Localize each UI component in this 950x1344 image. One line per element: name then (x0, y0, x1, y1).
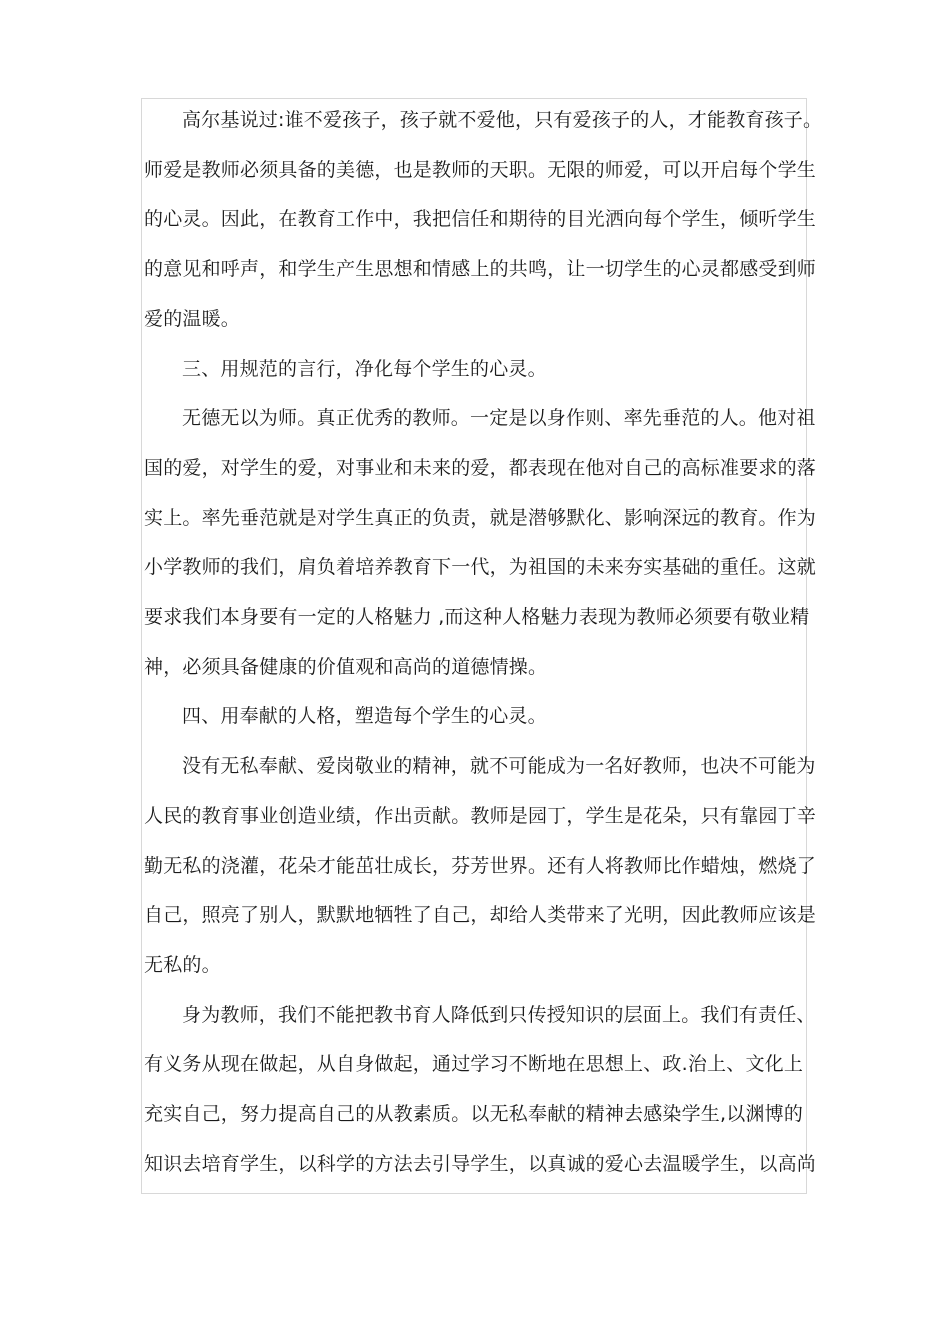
text-line-11: 要求我们本身要有一定的人格魅力 ,而这种人格魅力表现为教师必须要有敬业精 (144, 606, 810, 629)
text-line-12: 神，必须具备健康的价值观和高尚的道德情操。 (144, 655, 548, 678)
text-line-2: 师爱是教师必须具备的美德，也是教师的天职。无限的师爱，可以开启每个学生 (144, 158, 817, 181)
text-line-9: 实上。率先垂范就是对学生真正的负责，就是潜够默化、影响深远的教育。作为 (144, 506, 817, 529)
text-line-1: 高尔基说过:谁不爱孩子，孩子就不爱他，只有爱孩子的人，才能教育孩子。 (182, 109, 823, 131)
text-line-19: 身为教师，我们不能把教书育人降低到只传授知识的层面上。我们有责任、 (182, 1003, 816, 1026)
text-line-10: 小学教师的我们，肩负着培养教育下一代，为祖国的未来夯实基础的重任。这就 (144, 556, 817, 579)
text-line-20: 有义务从现在做起，从自身做起，通过学习不断地在思想上、政.治上、文化上 (144, 1053, 804, 1076)
text-line-15: 人民的教育事业创造业绩，作出贡献。教师是园丁，学生是花朵，只有靠园丁辛 (144, 804, 817, 827)
text-line-16: 勤无私的浇灌，花朵才能茁壮成长，芬芳世界。还有人将教师比作蜡烛，燃烧了 (144, 854, 817, 877)
text-line-17: 自己，照亮了别人，默默地牺牲了自己，却给人类带来了光明，因此教师应该是 (144, 904, 817, 927)
text-line-22: 知识去培育学生，以科学的方法去引导学生，以真诚的爱心去温暖学生，以高尚 (144, 1152, 817, 1175)
text-line-18: 无私的。 (144, 953, 221, 976)
section-heading-3: 三、用规范的言行，净化每个学生的心灵。 (182, 357, 547, 380)
text-line-4: 的意见和呼声，和学生产生思想和情感上的共鸣，让一切学生的心灵都感受到师 (144, 258, 817, 281)
text-line-14: 没有无私奉献、爱岗敬业的精神，就不可能成为一名好教师，也决不可能为 (182, 755, 816, 778)
section-heading-4: 四、用奉献的人格，塑造每个学生的心灵。 (182, 705, 547, 728)
text-line-8: 国的爱，对学生的爱，对事业和未来的爱，都表现在他对自己的高标准要求的落 (144, 456, 817, 479)
document-body (144, 96, 823, 1189)
text-line-7: 无德无以为师。真正优秀的教师。一定是以身作则、率先垂范的人。他对祖 (182, 407, 816, 430)
text-line-3: 的心灵。因此，在教育工作中，我把信任和期待的目光洒向每个学生，倾听学生 (144, 208, 817, 231)
text-line-21: 充实自己，努力提高自己的从教素质。以无私奉献的精神去感染学生,以渊博的 (144, 1103, 804, 1126)
text-line-5: 爱的温暖。 (144, 307, 241, 330)
